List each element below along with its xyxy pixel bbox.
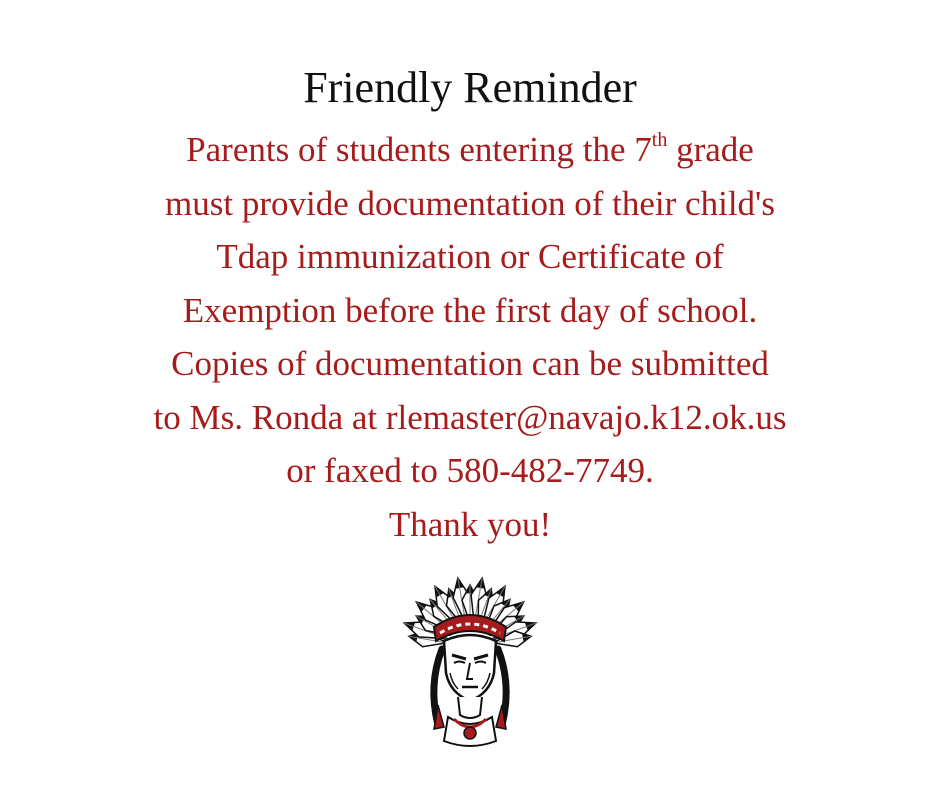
- reminder-message: [60, 123, 880, 551]
- message-line-1: [60, 123, 880, 177]
- message-line-1-text: Parents of students entering the 7: [186, 130, 652, 169]
- contact-email-line: to Ms. Ronda at rlemaster@navajo.k12.ok.us: [153, 397, 787, 437]
- thank-you-line: Thank you!: [388, 504, 552, 544]
- message-line-3: Tdap immunization or Certificate of: [216, 237, 724, 276]
- headdress-mascot-icon: [388, 555, 552, 755]
- message-line-2: must provide documentation of their child's: [165, 183, 775, 223]
- message-line-1-end: grade: [667, 130, 754, 169]
- fax-line: or faxed to 580-482-7749.: [286, 451, 654, 490]
- ordinal-suffix: th: [651, 129, 668, 152]
- flyer-title: Friendly Reminder: [303, 63, 637, 112]
- message-line-4: Exemption before the first day of school.: [182, 290, 758, 330]
- message-line-5: Copies of documentation can be submitted: [171, 344, 769, 383]
